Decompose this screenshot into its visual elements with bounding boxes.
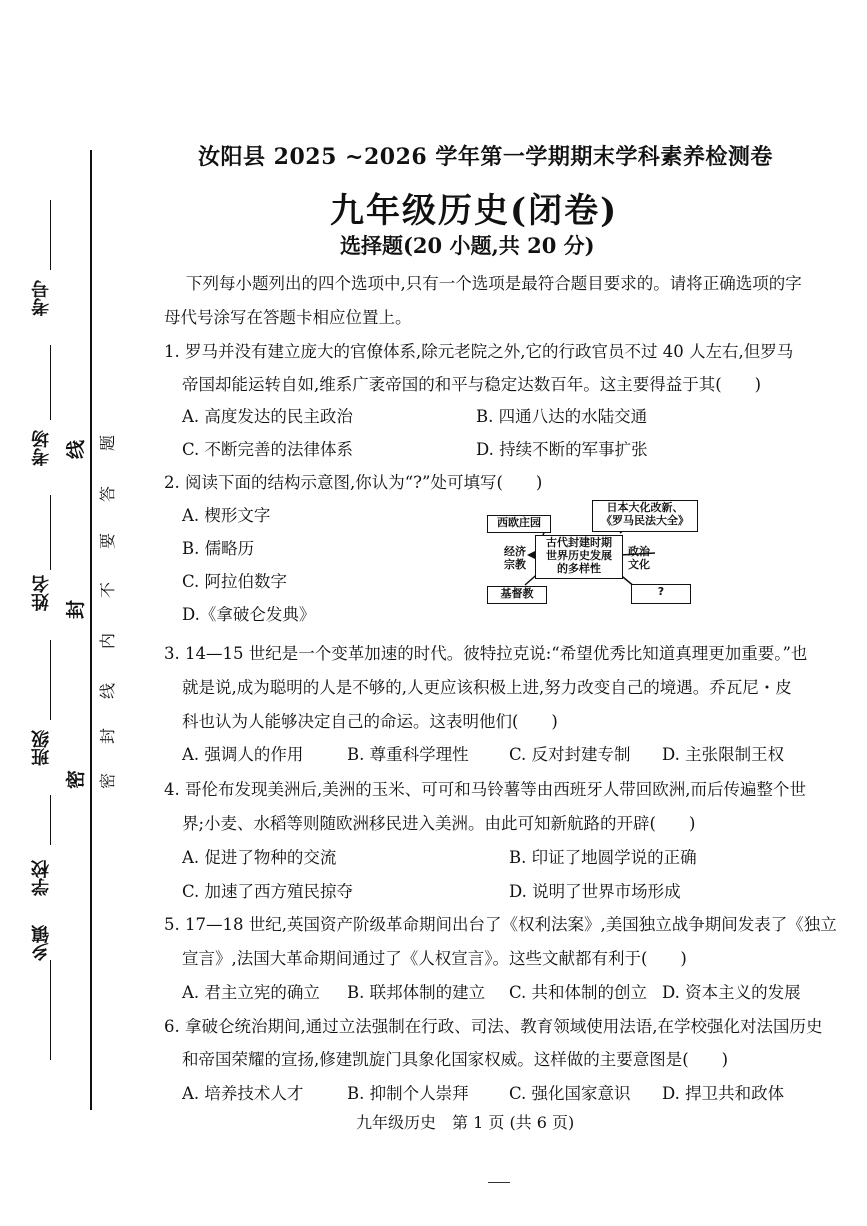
option-d: D. 捍卫共和政体 [662,1084,785,1103]
exam-header: 汝阳县 2025 ~2026 学年第一学期期末学科素养检测卷 [198,144,773,170]
option-a: A. 楔形文字 [182,506,271,525]
school-label: 学校 [31,860,52,896]
question-stem: 5. 17—18 世纪,英国资产阶级革命期间出台了《权利法案》,美国独立战争期间发表了《独立 [164,915,837,934]
option-a: A. 君主立宪的确立 [182,983,320,1002]
diagram-bottom-right-box: ? [631,584,691,604]
question-stem: 3. 14—15 世纪是一个变革加速的时代。彼特拉克说:“希望优秀比知道真理更加重要。”也 [164,644,808,663]
option-d: D. 主张限制王权 [662,745,785,764]
diagram-center-box [535,535,623,579]
diagram-right-line: 文化 [628,558,650,572]
option-d: D. 持续不断的军事扩张 [476,440,648,459]
instructions-line: 母代号涂写在答题卡相应位置上。 [164,308,412,327]
option-c: C. 加速了西方殖民掠夺 [182,882,354,901]
section-title: 选择题(20 小题,共 20 分) [340,233,595,258]
school-blank [50,795,51,845]
option-a: A. 促进了物种的交流 [182,848,337,867]
page-title: 九年级历史(闭卷) [330,191,619,231]
question-stem: 界;小麦、水稻等则随欧洲移民进入美洲。由此可知新航路的开辟( ) [182,814,696,833]
question-stem: 2. 阅读下面的结构示意图,你认为“?”处可填写( ) [164,473,543,492]
question-stem: 4. 哥伦布发现美洲后,美洲的玉米、可可和马铃薯等由西班牙人带回欧洲,而后传遍整个世 [164,780,806,799]
town-label: 乡镇 [31,925,52,961]
option-d: D.《拿破仑发典》 [182,605,316,624]
question-stem: 就是说,成为聪明的人是不够的,人更应该积极上进,努力改变自己的境遇。乔瓦尼・皮 [182,678,792,697]
option-b: B. 印证了地圆学说的正确 [509,848,697,867]
diagram-top-right-box [592,500,698,532]
exam-room-label: 考场 [31,430,52,466]
binding-line [90,150,92,1110]
option-b: B. 四通八达的水陆交通 [476,407,648,426]
option-c: C. 不断完善的法律体系 [182,440,354,459]
diagram-left-label [504,545,526,571]
option-a: A. 培养技术人才 [182,1084,304,1103]
exam-number-blank [50,200,51,270]
diagram-center-line: 古代封建时期 [546,536,612,549]
seal-inner-da: 答 [98,485,118,503]
option-c: C. 反对封建专制 [509,745,631,764]
class-label: 班级 [31,730,52,766]
option-b: B. 抑制个人崇拜 [347,1084,469,1103]
seal-inner-mi: 密 [98,772,118,790]
question-stem: 宣言》,法国大革命期间通过了《人权宣言》。这些文献都有利于( ) [182,949,687,968]
option-b: B. 尊重科学理性 [347,745,469,764]
seal-inner-yao: 要 [98,532,118,550]
diagram-bottom-left-box: 基督教 [487,586,547,604]
page-footer: 九年级历史 第 1 页 (共 6 页) [356,1113,575,1132]
seal-inner-xian: 线 [98,682,118,700]
seal-xian: 线 [65,439,88,460]
diagram-right-line: 政治 [628,545,650,558]
exam-room-blank [50,345,51,420]
option-a: A. 强调人的作用 [182,745,304,764]
option-c: C. 强化国家意识 [509,1084,631,1103]
option-b: B. 联邦体制的建立 [347,983,486,1002]
bottom-mark [488,1182,510,1183]
name-blank [50,495,51,570]
diagram-top-right-line: 《罗马民法大全》 [601,514,689,528]
seal-inner-ti: 题 [98,434,118,452]
question-stem: 6. 拿破仑统治期间,通过立法强制在行政、司法、教育领域使用法语,在学校强化对法国历史 [164,1017,823,1036]
option-c: C. 共和体制的创立 [509,983,648,1002]
option-b: B. 儒略历 [182,539,255,558]
diagram-center-line: 世界历史发展 [546,549,612,563]
seal-inner-nei: 内 [98,632,118,650]
diagram-left-line: 宗教 [504,558,526,572]
option-c: C. 阿拉伯数字 [182,572,288,591]
town-blank [50,960,51,1060]
question-stem: 1. 罗马并没有建立庞大的官僚体系,除元老院之外,它的行政官员不过 40 人左右,但罗马 [164,342,794,361]
option-d: D. 说明了世界市场形成 [509,882,681,901]
seal-feng: 封 [65,599,88,620]
diagram-left-line: 经济 [504,545,526,558]
name-label: 姓名 [31,575,52,611]
class-blank [50,640,51,720]
option-a: A. 高度发达的民主政治 [182,407,353,426]
question-stem: 科也认为人能够决定自己的命运。这表明他们( ) [182,712,558,731]
seal-mi: 密 [65,769,88,790]
question-stem: 和帝国荣耀的宣扬,修建凯旋门具象化国家权威。这样做的主要意图是( ) [182,1050,729,1069]
question-stem: 帝国却能运转自如,维系广袤帝国的和平与稳定达数百年。这主要得益于其( ) [182,375,762,394]
instructions-line: 下列每小题列出的四个选项中,只有一个选项是最符合题目要求的。请将正确选项的字 [186,274,802,293]
diagram-center-line: 的多样性 [557,562,601,576]
option-d: D. 资本主义的发展 [662,983,801,1002]
diagram-top-left-box: 西欧庄园 [487,515,551,533]
diagram-right-label [628,545,650,571]
seal-inner-feng: 封 [98,727,118,745]
exam-number-label: 考号 [31,280,52,316]
seal-inner-bu: 不 [98,581,118,599]
diagram-top-right-line: 日本大化改新、 [606,501,684,514]
